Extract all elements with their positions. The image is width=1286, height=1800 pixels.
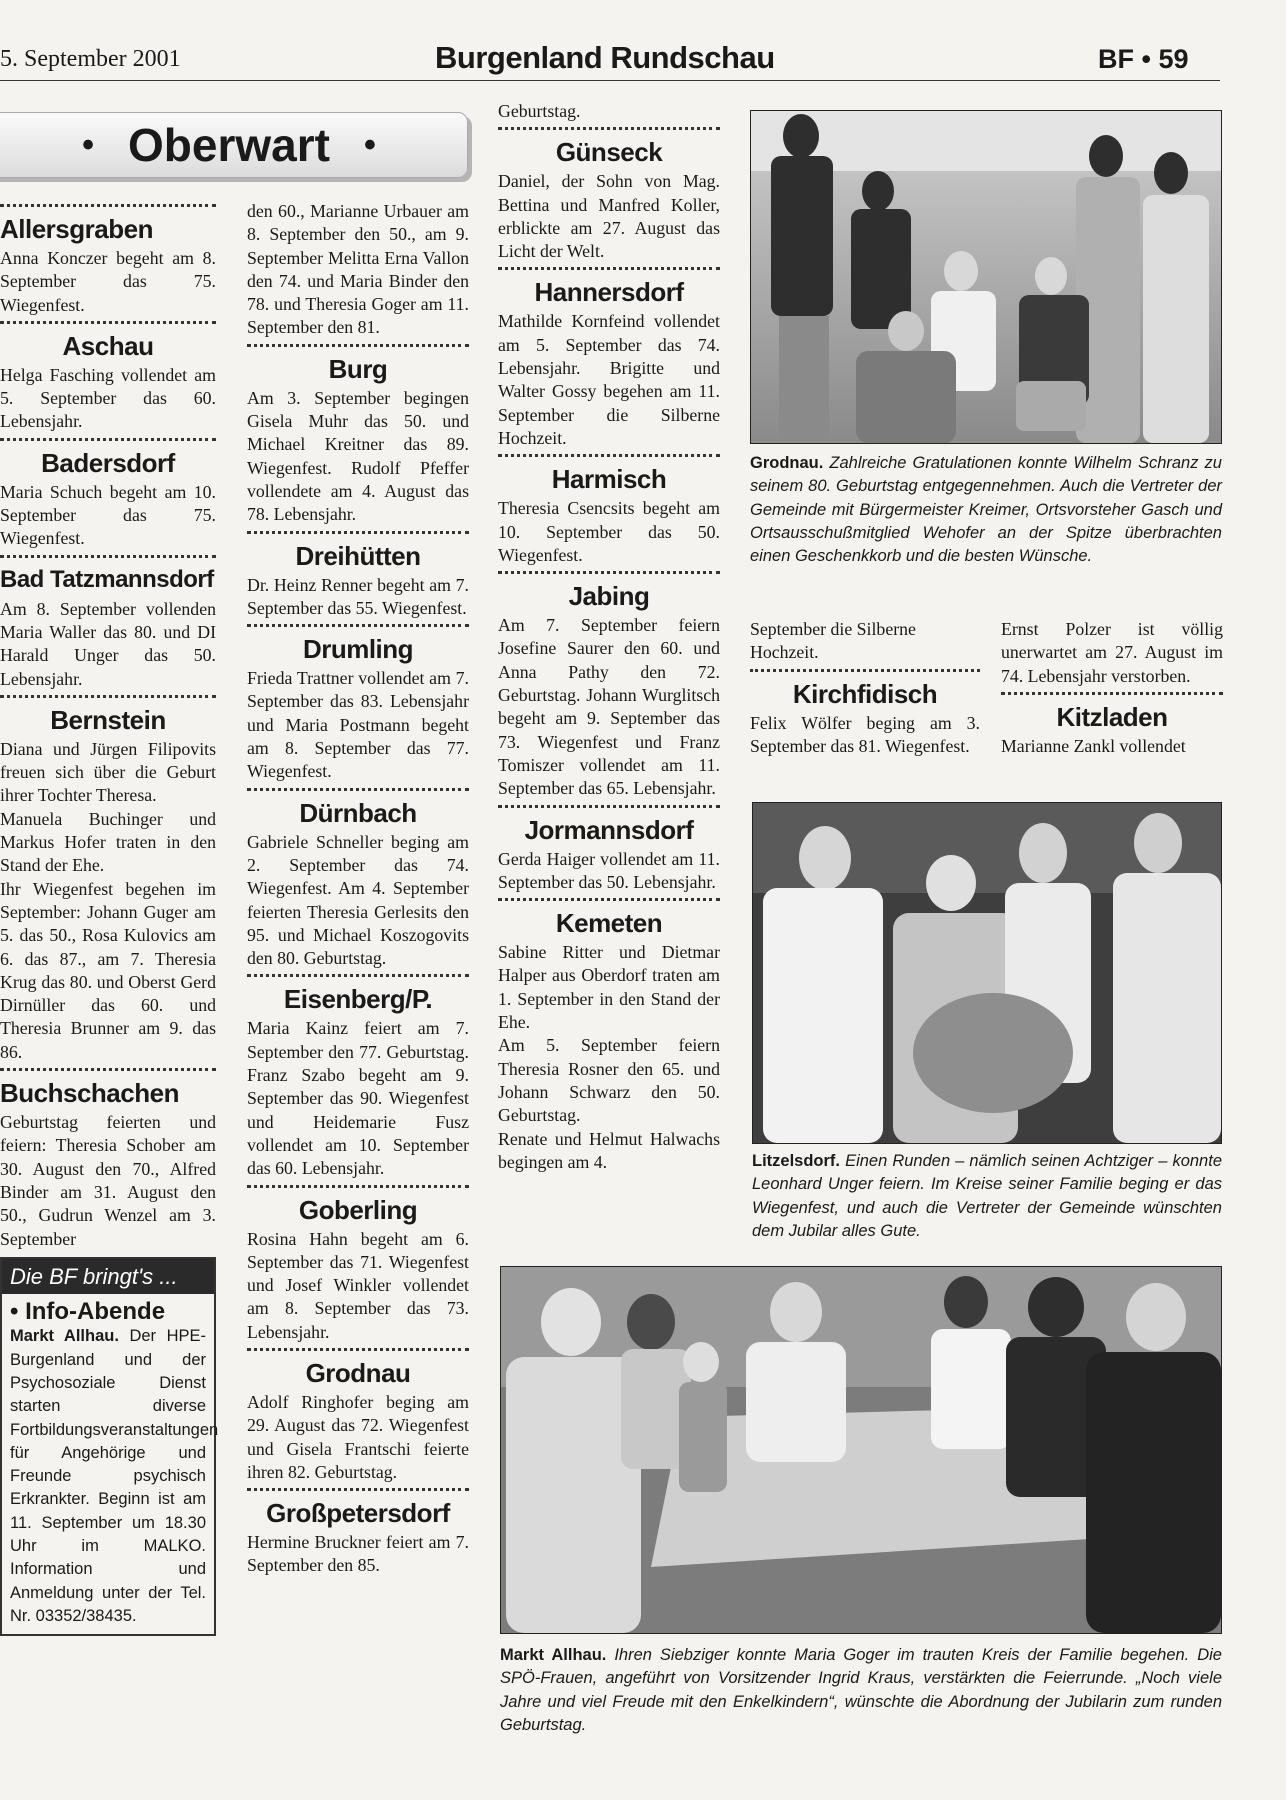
divider [0,695,216,698]
place-heading: Jormannsdorf [524,814,694,845]
page-number: BF • 59 [1098,44,1189,74]
newspaper-title: Burgenland Rundschau [435,40,775,75]
divider [0,555,216,558]
news-item: Anna Konczer begeht am 8. September das 75. Wiegenfest. [0,248,216,315]
divider [498,127,720,130]
news-item: Theresia Csencsits begeht am 10. September das 50. Wiegenfest. [498,498,720,565]
caption-place: Litzelsdorf. [752,1152,841,1170]
divider [498,454,720,457]
news-item: Marianne Zankl vollendet [1001,735,1186,756]
news-item: Maria Schuch begeht am 10. September das 75. Wiegenfest. [0,481,216,549]
banner-bullet-right: • [363,125,376,164]
info-box-header: Die BF bringt's ... [2,1259,214,1294]
divider [247,1185,469,1188]
place-heading: Hannersdorf [534,277,684,308]
place-heading: Buchschachen [0,1078,179,1109]
section-title: Oberwart [128,119,330,171]
section-banner [0,112,468,178]
place-heading: Jabing [568,581,650,612]
place-heading: Großpetersdorf [266,1498,450,1529]
divider [498,267,720,270]
caption-text: Einen Runden – nämlich seinen Achtziger – konnte Leonhard Unger feiern. Im Kreise seiner Familie beging er das Wiegenfest, und auch die Vertreter der Gemeinde wünschten dem Jubilar alles Gute. [752,1152,1222,1240]
divider [498,805,720,808]
news-item: Maria Kainz feiert am 7. September den 77. Geburtstag. Franz Szabo begeht am 9. September das 90. Wiegenfest und Heidemarie Fusz vollendet am 10. September das 60. Lebensjahr. [247,1018,469,1179]
place-heading: Aschau [62,330,154,361]
news-item: Am 8. September vollenden Maria Waller das 80. und DI Harald Unger das 50. Lebensjahr. [0,598,216,689]
divider [247,344,469,347]
caption-litzelsdorf [752,1150,1222,1243]
news-item: Hermine Bruckner feiert am 7. September den 85. [247,1532,469,1576]
info-box-place: Markt Allhau. [10,1327,119,1346]
banner-bullet-left: • [82,125,95,164]
news-item: Am 7. September feiern Josefine Saurer den 60. und Anna Pathy den 72. Geburtstag. Johann Wurglitsch begeht am 9. September das 73. Wiegenfest und Franz Tomiszer vollendet am 11. September das 65. Lebensjahr. [498,615,720,799]
photo-marktallhau [500,1266,1222,1634]
divider [0,1068,216,1071]
place-heading: Harmisch [551,464,667,495]
news-item: Daniel, der Sohn von Mag. Bettina und Manfred Koller, erblickte am 27. August das Licht der Welt. [498,171,720,262]
place-heading: Drumling [302,634,414,665]
divider [0,438,216,441]
column-4a [750,618,980,758]
info-box-text: Der HPE-Burgenland und der Psychosoziale Dienst starten diverse Fortbildungsveranstaltungen für Angehörige und Freunde psychisch Erkrankter. Beginn ist am 11. September um 18.30 Uhr im MALKO. Information und Anmeldung unter der Tel. Nr. 03352/38435. [10,1327,219,1625]
news-item: Gabriele Schneller beging am 2. September das 74. Wiegenfest. Am 4. September feierten Theresia Gerlesits den 95. und Michael Koszogovits den 80. Geburtstag. [247,831,469,969]
place-heading: Dürnbach [299,797,417,828]
divider [247,1348,469,1351]
news-item: Rosina Hahn begeht am 6. September das 71. Wiegenfest und Josef Winkler vollendet am 8. September das 73. Lebensjahr. [247,1228,469,1342]
divider [247,974,469,977]
place-heading: Kemeten [555,908,663,939]
photo-grodnau [750,110,1222,444]
place-heading: Badersdorf [41,447,175,478]
info-box-body [2,1325,219,1634]
news-item: Renate und Helmut Halwachs begingen am 4. [498,1128,720,1172]
photo-grodnau-image [751,111,1221,443]
news-item: Am 5. September feiern Theresia Rosner den 65. und Johann Schwarz den 50. Geburtstag. [498,1035,720,1126]
caption-grodnau [750,452,1222,568]
news-item: Helga Fasching vollendet am 5. September das 60. Lebensjahr. [0,364,216,432]
divider [498,898,720,901]
news-item: Adolf Ringhofer beging am 29. August das 72. Wiegenfest und Gisela Frantschi feierte ihren 82. Geburtstag. [247,1391,469,1482]
place-heading: Bad Tatzmannsdorf [0,565,214,593]
news-item: Geburtstag. [498,101,581,121]
place-heading: Burg [328,353,388,384]
place-heading: Goberling [298,1194,418,1225]
column-3 [498,100,720,1174]
divider [0,321,216,324]
divider [247,624,469,627]
caption-marktallhau [500,1644,1222,1737]
header-rule [0,80,1220,81]
photo-litzelsdorf-image [753,803,1221,1143]
news-item: Ernst Polzer ist völlig unerwartet am 27. August im 74. Lebensjahr verstorben. [1001,619,1223,686]
news-item: Felix Wölfer beging am 3. September das 81. Wiegenfest. [750,712,980,756]
caption-place: Grodnau. [750,454,824,472]
news-item: Geburtstag feierten und feiern: Theresia Schober am 30. August den 70., Alfred Binder am 31. August den 50., Gudrun Wenzel am 3. September [0,1112,216,1249]
place-heading: Kitzladen [1056,701,1168,732]
place-heading: Bernstein [50,704,166,735]
news-item: Sabine Ritter und Dietmar Halper aus Oberdorf traten am 1. September in den Stand der Ehe. [498,942,720,1033]
column-2 [247,200,469,1578]
place-heading: Allersgraben [0,214,153,244]
photo-marktallhau-image [501,1267,1221,1633]
news-item: Dr. Heinz Renner begeht am 7. September das 55. Wiegenfest. [247,574,469,618]
divider [750,669,980,672]
photo-litzelsdorf [752,802,1222,1144]
place-heading: Kirchfidisch [792,678,938,709]
news-item: Frieda Trattner vollendet am 7. September das 83. Lebensjahr und Maria Postmann begeht am 8. September das 77. Wiegenfest. [247,668,469,782]
place-heading: Dreihütten [295,540,421,571]
info-box-title: • Info-Abende [10,1298,166,1326]
news-item: Am 3. September begingen Gisela Muhr das 50. und Michael Kreitner das 89. Wiegenfest. Rudolf Pfeffer vollendete am 4. August das 78. Lebensjahr. [247,387,469,525]
column-1 [0,200,219,1636]
issue-date: 5. September 2001 [0,46,181,72]
news-item: Diana und Jürgen Filipovits freuen sich über die Geburt ihrer Tochter Theresa. [0,738,216,806]
news-item: Manuela Buchinger und Markus Hofer traten in den Stand der Ehe. [0,808,216,876]
caption-text: Zahlreiche Gratulationen konnte Wilhelm Schranz zu seinem 80. Geburtstag entgegennehmen. Auch die Vertreter der Gemeinde mit Bürgermeister Kreimer, Ortsvorsteher Gasch und Ortsausschußmitglied Wehofer an der Spitze überbrachten einen Geschenkkorb und die besten Wünsche. [750,454,1222,566]
news-item: Mathilde Kornfeind vollendet am 5. September das 74. Lebensjahr. Brigitte und Walter Gossy begehen am 11. September die Silberne Hochzeit. [498,311,720,448]
info-box [0,1257,219,1636]
divider [1001,692,1223,695]
caption-text: Ihren Siebziger konnte Maria Goger im trauten Kreis der Familie begehen. Die SPÖ-Frauen, angeführt von Vorsitzender Ingrid Kraus, verstärkten die Feierrunde. „Noch viele Jahre und viel Freude mit den Enkelkindern“, wünschte die Abordnung der Jubilarin zum runden Geburtstag. [500,1646,1222,1734]
place-heading: Grodnau [305,1357,411,1388]
place-heading: Günseck [555,137,663,168]
news-item: Ihr Wiegenfest begehen im September: Johann Guger am 5. das 50., Rosa Kulovics am 6. das 87., am 7. Theresia Krug das 80. und Oberst Gerd Dirnüller das 60. und Theresia Brunner am 9. das 86. [0,878,216,1062]
divider [247,1488,469,1491]
place-heading: Eisenberg/P. [283,984,433,1015]
news-item: September die Silberne Hochzeit. [750,619,916,663]
divider [0,204,216,207]
news-item: Gerda Haiger vollendet am 11. September das 50. Lebensjahr. [498,848,720,892]
column-4b [1001,618,1223,758]
caption-place: Markt Allhau. [500,1646,607,1664]
divider [247,788,469,791]
divider [498,571,720,574]
divider [247,531,469,534]
news-item: den 60., Marianne Urbauer am 8. September den 50., am 9. September Melitta Erna Vallon den 74. und Maria Binder den 78. und Theresia Goger am 11. September den 81. [247,201,469,338]
